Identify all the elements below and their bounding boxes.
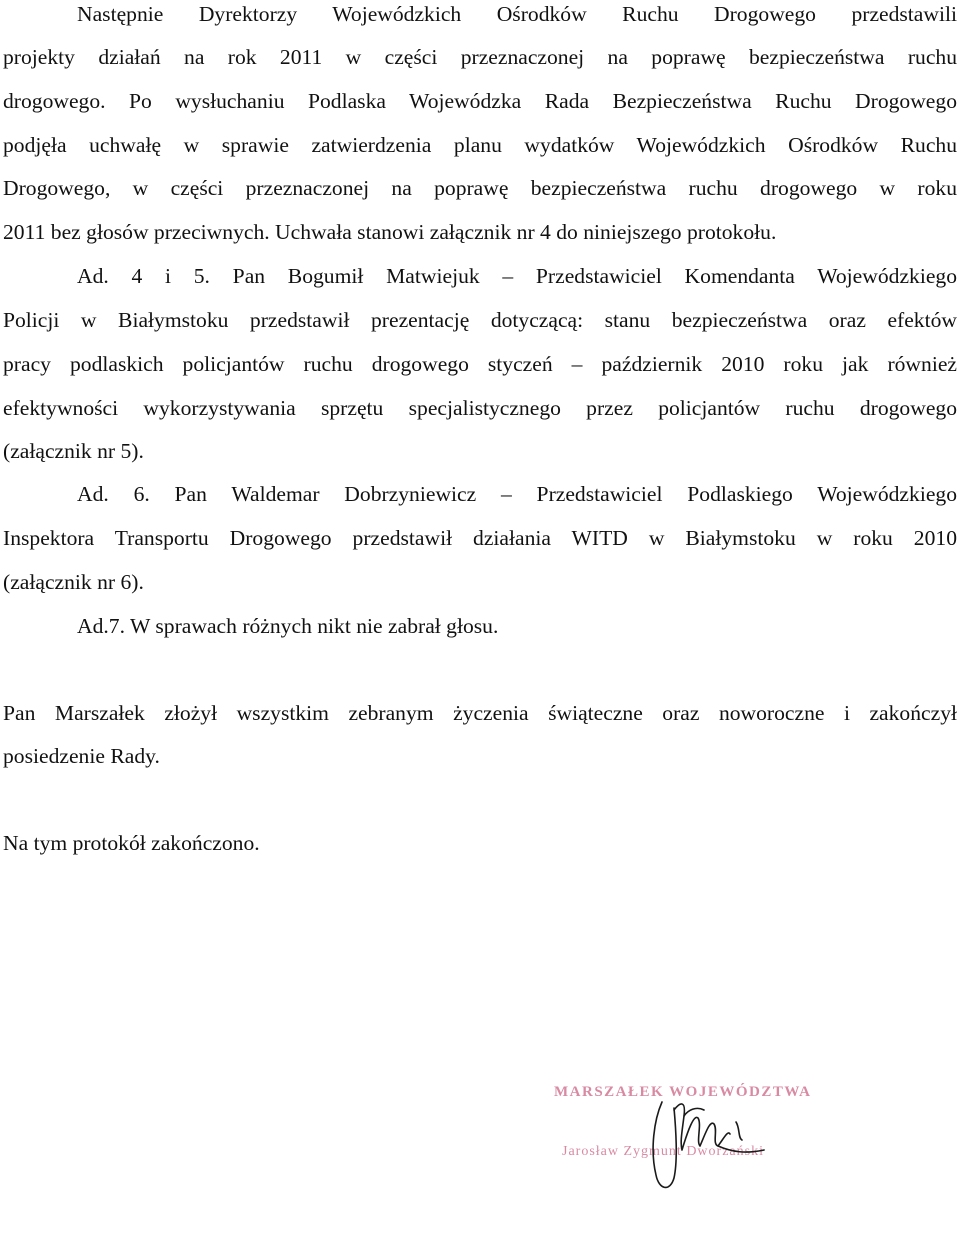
stamp-title: MARSZAŁEK WOJEWÓDZTWA [554,1084,812,1100]
text-line: Ad. 6. Pan Waldemar Dobrzyniewicz – Przedstawiciel Podlaskiego Wojewódzkiego [77,482,957,506]
text-line: (załącznik nr 5). [3,439,144,463]
text-line: pracy podlaskich policjantów ruchu drogowego styczeń – październik 2010 roku jak również [3,352,957,376]
handwritten-signature-icon [640,1080,790,1200]
text-line: projekty działań na rok 2011 w części przeznaczonej na poprawę bezpieczeństwa ruchu [3,45,957,69]
text-line: (załącznik nr 6). [3,570,144,594]
text-line: efektywności wykorzystywania sprzętu specjalistycznego przez policjantów ruchu drogowego [3,396,957,420]
text-line: posiedzenie Rady. [3,744,160,768]
text-line: Ad.7. W sprawach różnych nikt nie zabrał głosu. [77,614,499,638]
text-line: podjęła uchwałę w sprawie zatwierdzenia planu wydatków Wojewódzkich Ośrodków Ruchu [3,133,957,157]
text-line: drogowego. Po wysłuchaniu Podlaska Wojewódzka Rada Bezpieczeństwa Ruchu Drogowego [3,89,957,113]
stamp-name: Jarosław Zygmunt Dworzański [562,1144,764,1159]
text-line: Drogowego, w części przeznaczonej na poprawę bezpieczeństwa ruchu drogowego w roku [3,176,957,200]
text-line: Policji w Białymstoku przedstawił prezentację dotyczącą: stanu bezpieczeństwa oraz efektów [3,308,957,332]
text-line: Pan Marszałek złożył wszystkim zebranym życzenia świąteczne oraz noworoczne i zakończył [3,701,957,725]
text-line: Na tym protokół zakończono. [3,831,260,855]
text-line: 2011 bez głosów przeciwnych. Uchwała stanowi załącznik nr 4 do niniejszego protokołu. [3,220,777,244]
text-line: Inspektora Transportu Drogowego przedstawił działania WITD w Białymstoku w roku 2010 [3,526,957,550]
text-line: Ad. 4 i 5. Pan Bogumił Matwiejuk – Przedstawiciel Komendanta Wojewódzkiego [77,264,957,288]
text-line: Następnie Dyrektorzy Wojewódzkich Ośrodków Ruchu Drogowego przedstawili [77,2,957,26]
